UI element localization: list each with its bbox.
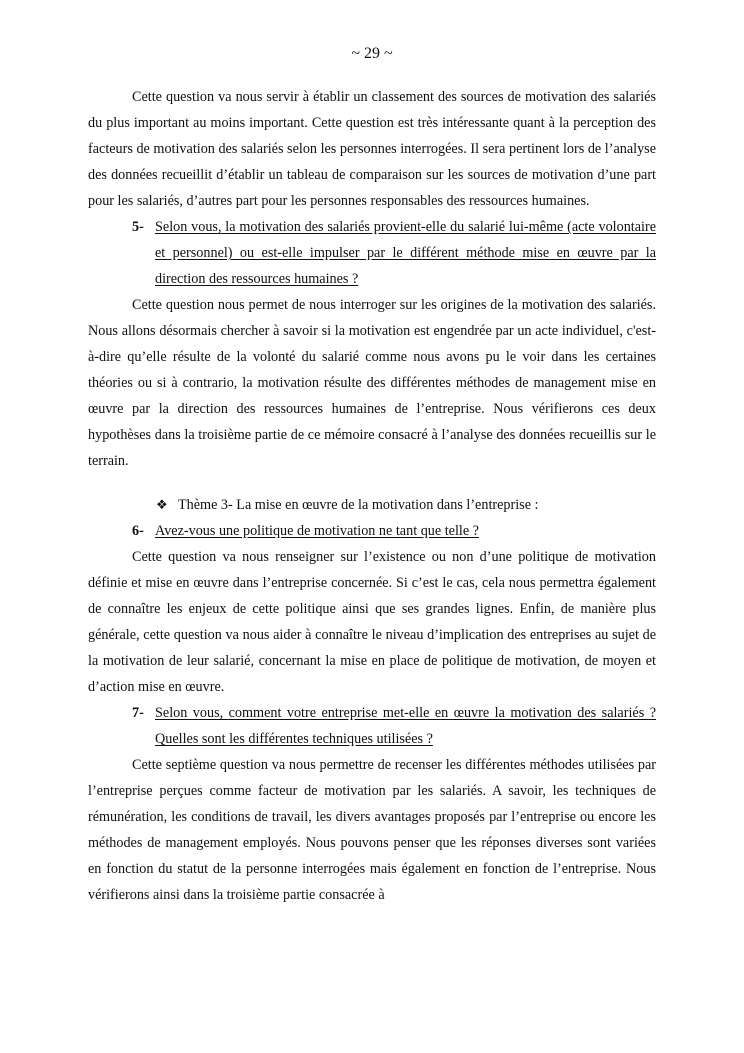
paragraph-techniques: Cette septième question va nous permettre de recenser les différentes méthodes utilisées par l’entreprise perçues comme facteur de motivation par les salariés. A savoir, les techniques de rémunération, les conditions de travail, les divers avantages proposés par l’entreprise ou encore les méthodes de management employés. Nous pouvons penser que les réponses diverses sont variées en fonction du statut de la personne interrogées mais également en fonction de l’entreprise. Nous vérifierons ainsi dans la troisième partie consacrée à <box>88 757 656 903</box>
question-5-text: Selon vous, la motivation des salariés provient-elle du salarié lui-même (acte volontaire et personnel) ou est-elle impulser par le différent méthode mise en œuvre par la direction des ressources humaines ? <box>155 219 656 287</box>
paragraph-motivation-origins: Cette question nous permet de nous interroger sur les origines de la motivation des salariés. Nous allons désormais chercher à savoir si la motivation est engendrée par un acte individuel, c'est-à-dire qu’elle résulte de la volonté du salarié comme nous avons pu le voir dans les certaines théories ou si à contrario, la motivation résulte des différentes méthodes de management mise en œuvre par la direction des ressources humaines de l’entreprise. Nous vérifierons ces deux hypothèses dans la troisième partie de ce mémoire consacré à l’analyse des données recueillis sur le terrain. <box>88 297 656 469</box>
question-6-text: Avez-vous une politique de motivation ne tant que telle ? <box>155 523 479 539</box>
question-7 <box>132 700 656 752</box>
question-6-number: 6- <box>132 523 144 539</box>
document-body <box>88 84 656 908</box>
question-7-number: 7- <box>132 705 144 721</box>
page-number: ~ 29 ~ <box>351 45 393 62</box>
question-5 <box>132 214 656 292</box>
question-6 <box>132 518 656 544</box>
question-7-text: Selon vous, comment votre entreprise met-elle en œuvre la motivation des salariés ? Quelles sont les différentes techniques utilisées ? <box>155 705 656 747</box>
diamond-bullet-icon: ❖ <box>156 497 168 512</box>
question-5-number: 5- <box>132 219 144 235</box>
paragraph-ranking-question: Cette question va nous servir à établir un classement des sources de motivation des salariés du plus important au moins important. Cette question est très intéressante quant à la perception des facteurs de motivation des salariés selon les personnes interrogées. Il sera pertinent lors de l’analyse des données recueillit d’établir un tableau de comparaison sur les sources de motivation d’une part pour les salariés, d’autres part pour les personnes responsables des ressources humaines. <box>88 89 656 209</box>
theme-3-heading <box>156 492 656 518</box>
theme-3-text: Thème 3- La mise en œuvre de la motivation dans l’entreprise : <box>178 497 539 513</box>
paragraph-motivation-policy: Cette question va nous renseigner sur l’existence ou non d’une politique de motivation définie et mise en œuvre dans l’entreprise concernée. Si c’est le cas, cela nous permettra également de connaître les enjeux de cette politique ainsi que ses grandes lignes. Enfin, de manière plus générale, cette question va nous aider à connaître le niveau d’implication des entreprises au sujet de la motivation de leur salarié, concernant la mise en place de politique de motivation, de moyen et d’action mise en œuvre. <box>88 549 656 695</box>
